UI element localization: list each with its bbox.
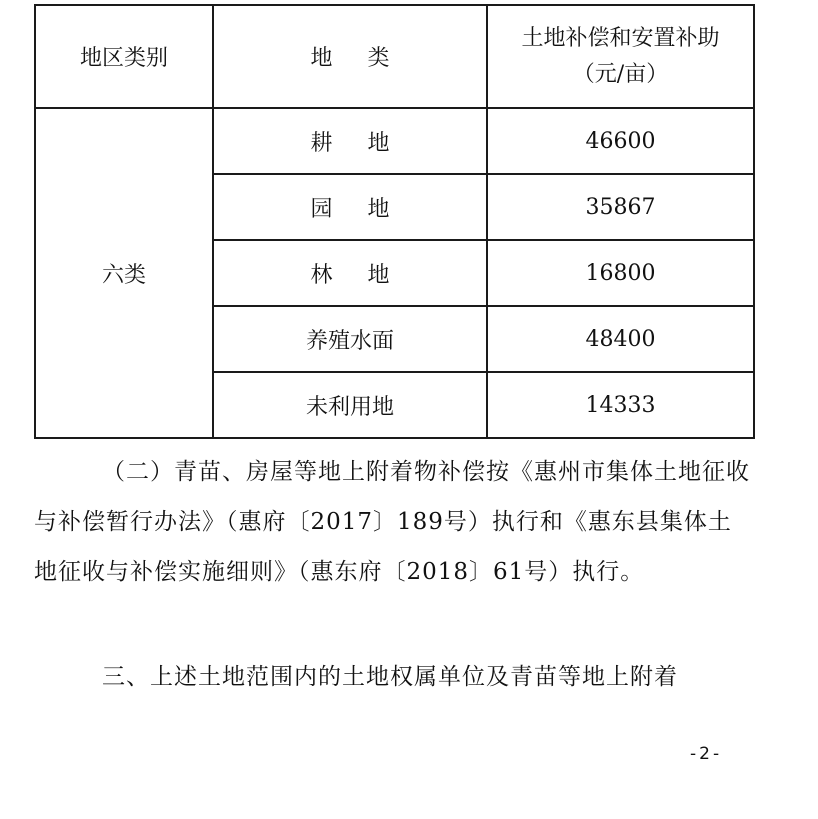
compensation-value-cell: 48400 [487,306,754,372]
land-type-cell: 养殖水面 [213,306,487,372]
header-land-type: 地 类 [213,5,487,108]
compensation-value-cell: 16800 [487,240,754,306]
header-compensation-unit: （元/亩） [572,61,669,87]
header-compensation-title: 土地补偿和安置补助 [521,25,720,51]
land-type-cell: 未利用地 [213,372,487,438]
table-header-row [35,5,754,108]
compensation-value-cell: 14333 [487,372,754,438]
header-compensation [487,5,754,108]
land-type-cell: 园 地 [213,174,487,240]
paragraph-attachment-compensation: （二）青苗、房屋等地上附着物补偿按《惠州市集体土地征收与补偿暂行办法》（惠府〔2017〕189号）执行和《惠东县集体土地征收与补偿实施细则》（惠东府〔2018〕61号）执行。 [34,459,750,585]
paragraph-section-three: 三、上述土地范围内的土地权属单位及青苗等地上附着 [102,664,678,690]
compensation-table [34,4,755,439]
compensation-value-cell: 35867 [487,174,754,240]
region-category-cell: 六类 [35,108,213,438]
table-row [35,108,754,174]
page-number: -2- [690,744,723,764]
land-type-cell: 林 地 [213,240,487,306]
header-region-category: 地区类别 [35,5,213,108]
land-type-cell: 耕 地 [213,108,487,174]
compensation-value-cell: 46600 [487,108,754,174]
